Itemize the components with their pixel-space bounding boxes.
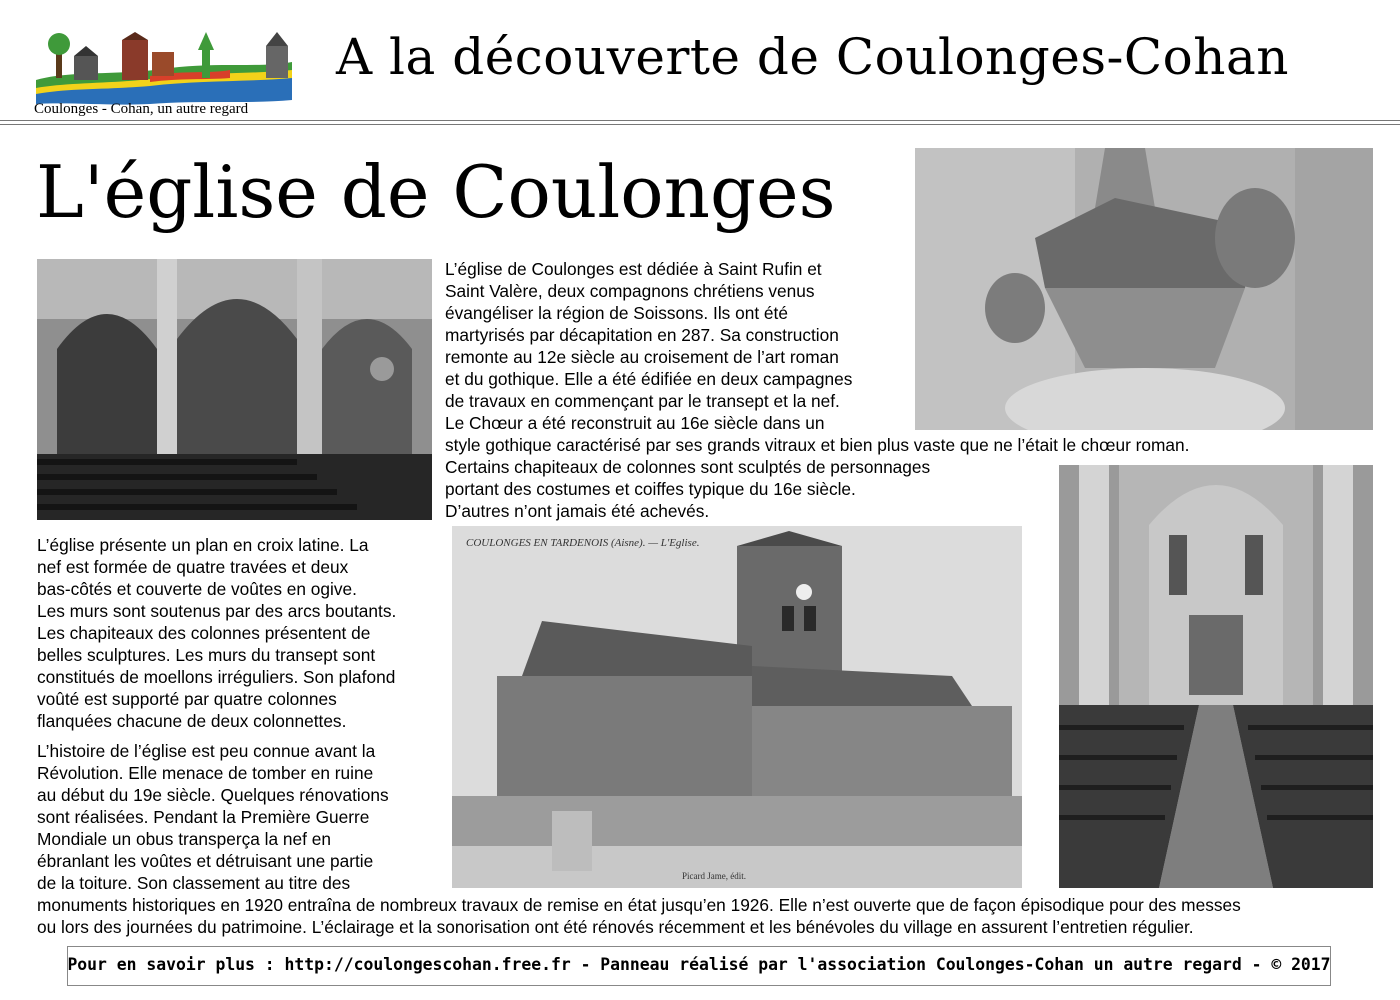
plan-line: Les chapiteaux des colonnes présentent de xyxy=(37,623,371,643)
intro-line: style gothique caractérisé par ses grands vitraux et bien plus vaste que ne l’était le chœur roman. xyxy=(445,435,1190,455)
plan-line: voûté est supporté par quatre colonnes xyxy=(37,689,337,709)
intro-line: et du gothique. Elle a été édifiée en deux campagnes xyxy=(445,369,853,389)
logo-caption: Coulonges - Cohan, un autre regard xyxy=(34,101,249,117)
plan-line: nef est formée de quatre travées et deux xyxy=(37,557,349,577)
intro-line: D’autres n’ont jamais été achevés. xyxy=(445,501,710,521)
plan-line: flanquées chacune de deux colonnettes. xyxy=(37,711,347,731)
intro-line: Le Chœur a été reconstruit au 16e siècle dans un xyxy=(445,413,825,433)
history-line: Mondiale un obus transperça la nef en xyxy=(37,829,331,849)
history-paragraph xyxy=(37,740,1241,938)
intro-line: martyrisés par décapitation en 287. Sa construction xyxy=(445,325,839,345)
intro-line: L’église de Coulonges est dédiée à Saint Rufin et xyxy=(445,259,822,279)
intro-line: Saint Valère, deux compagnons chrétiens venus xyxy=(445,281,815,301)
intro-line: remonte au 12e siècle au croisement de l’art roman xyxy=(445,347,839,367)
intro-line: évangéliser la région de Soissons. Ils ont été xyxy=(445,303,788,323)
site-title: A la découverte de Coulonges-Cohan xyxy=(336,28,1289,86)
plan-line: bas-côtés et couverte de voûtes en ogive. xyxy=(37,579,357,599)
history-line: L’histoire de l’église est peu connue avant la xyxy=(37,741,376,761)
nave-arches-photo xyxy=(37,259,432,520)
plan-line: constitués de moellons irréguliers. Son plafond xyxy=(37,667,396,687)
footer-text: Pour en savoir plus : http://coulongescohan.free.fr - Panneau réalisé par l'association Coulonges-Cohan un autre regard - © 2017 xyxy=(67,955,1331,974)
history-line: ou lors des journées du patrimoine. L’éclairage et la sonorisation ont été rénovés récemment et les bénévoles du village en assurent l’entretien régulier. xyxy=(37,917,1194,937)
plan-line: belles sculptures. Les murs du transept sont xyxy=(37,645,376,665)
plan-line: L’église présente un plan en croix latine. La xyxy=(37,535,369,555)
plan-line: Les murs sont soutenus par des arcs boutants. xyxy=(37,601,397,621)
header-rule-top xyxy=(0,120,1400,121)
page-title: L'église de Coulonges xyxy=(36,150,836,234)
history-line: monuments historiques en 1920 entraîna de nombreux travaux de remise en état jusqu’en 1926. Elle n’est ouverte que de façon épisodique pour des messes xyxy=(37,895,1241,915)
intro-line: portant des costumes et coiffes typique du 16e siècle. xyxy=(445,479,856,499)
history-line: Révolution. Elle menace de tomber en ruine xyxy=(37,763,374,783)
header-rule-bottom xyxy=(0,124,1400,125)
postcard-publisher: Picard Jame, édit. xyxy=(682,871,746,881)
history-line: au début du 19e siècle. Quelques rénovations xyxy=(37,785,389,805)
plan-paragraph xyxy=(37,534,396,732)
history-line: sont réalisées. Pendant la Première Guerre xyxy=(37,807,370,827)
intro-paragraph xyxy=(445,258,1189,522)
intro-line: de travaux en commençant par le transept et la nef. xyxy=(445,391,840,411)
intro-line: Certains chapiteaux de colonnes sont sculptés de personnages xyxy=(445,457,931,477)
history-line: ébranlant les voûtes et détruisant une partie xyxy=(37,851,374,871)
history-line: de la toiture. Son classement au titre des xyxy=(37,873,351,893)
postcard-caption: COULONGES EN TARDENOIS (Aisne). — L'Eglise. xyxy=(466,537,700,549)
